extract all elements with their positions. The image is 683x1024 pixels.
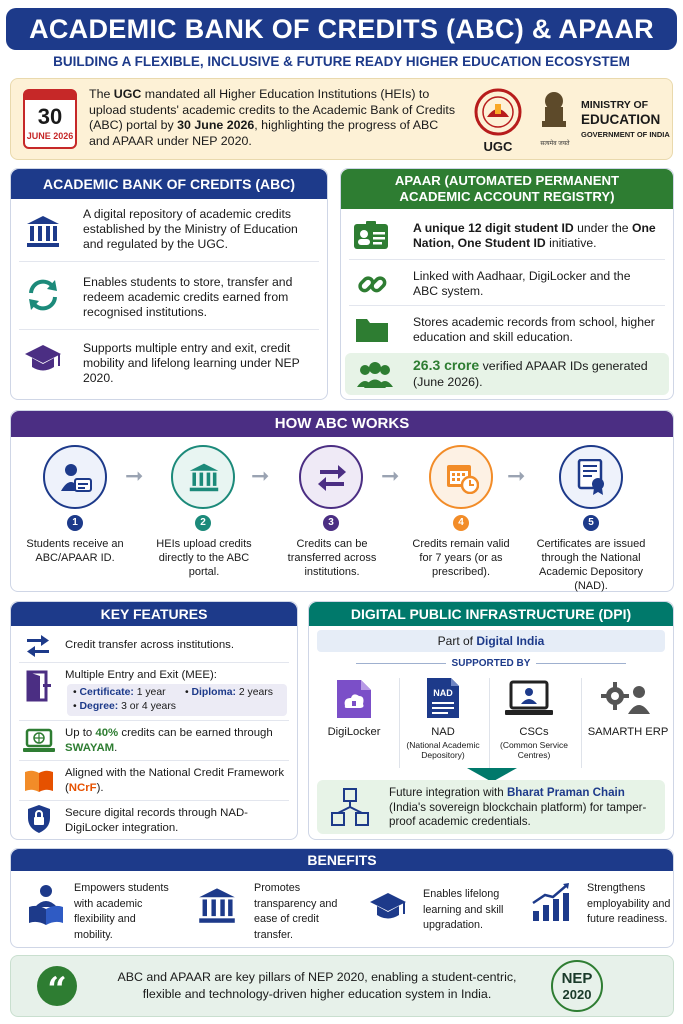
institution-icon bbox=[25, 213, 61, 249]
step-3-circle bbox=[299, 445, 363, 509]
arrow-right-icon: ➞ bbox=[381, 463, 400, 488]
open-book-icon bbox=[23, 768, 55, 794]
calendar-clock-icon bbox=[445, 460, 479, 494]
feature-1: Credit transfer across institutions. bbox=[65, 639, 235, 651]
step-5-text: Certificates are issued through the National Academic Depository (NAD). bbox=[536, 538, 646, 592]
step-1-number: 1 bbox=[67, 515, 83, 531]
benefit-1: Empowers students with academic flexibility and mobility. bbox=[74, 882, 169, 941]
dpi-partner-nad: NAD bbox=[431, 726, 455, 738]
folder-icon bbox=[355, 315, 389, 343]
apaar-item-2: Linked with Aadhaar, DigiLocker and the ABC system. bbox=[413, 269, 631, 298]
student-id-icon bbox=[59, 461, 93, 495]
feature-4: Aligned with the National Credit Framework (NCrF). bbox=[65, 767, 285, 794]
users-group-icon bbox=[355, 361, 395, 389]
how-abc-works-title: HOW ABC WORKS bbox=[11, 411, 673, 437]
dpi-partner-csc: CSCs bbox=[519, 726, 549, 738]
sync-icon bbox=[25, 277, 61, 313]
abc-item-1: A digital repository of academic credits established by the Ministry of Education and regulated by the UGC. bbox=[83, 207, 298, 251]
emblem-caption: सत्यमेव जयते bbox=[540, 141, 570, 147]
ministry-line-2: EDUCATION bbox=[581, 112, 661, 127]
step-2-number: 2 bbox=[195, 515, 211, 531]
student-reading-icon bbox=[27, 883, 65, 927]
step-5-number: 5 bbox=[583, 515, 599, 531]
apaar-stat-box bbox=[345, 353, 669, 395]
how-abc-works-panel bbox=[10, 410, 674, 592]
apaar-panel-title: APAAR (AUTOMATED PERMANENT ACADEMIC ACCOUNT REGISTRY) bbox=[341, 169, 673, 209]
id-card-icon bbox=[353, 221, 389, 251]
dpi-partner-csc-desc: (Common Service Centres) bbox=[499, 740, 569, 760]
future-integration-box bbox=[317, 780, 665, 834]
announcement-banner bbox=[10, 78, 673, 160]
calendar-month: JUNE 2026 bbox=[26, 131, 74, 141]
dpi-panel bbox=[308, 601, 674, 840]
supported-by-label: SUPPORTED BY bbox=[309, 658, 673, 669]
csc-computer-icon bbox=[505, 680, 553, 718]
footer-quote-box bbox=[10, 955, 674, 1017]
arrow-right-icon: ➞ bbox=[507, 463, 526, 488]
growth-chart-icon bbox=[529, 881, 573, 925]
dpi-part-of: Part of Digital India bbox=[317, 630, 665, 652]
mee-diploma: • Diploma: 2 years bbox=[185, 687, 273, 698]
shield-lock-icon bbox=[27, 804, 51, 834]
nad-icon-text: NAD bbox=[433, 688, 453, 698]
step-3-number: 3 bbox=[323, 515, 339, 531]
feature-2: Multiple Entry and Exit (MEE): bbox=[65, 669, 217, 681]
laptop-globe-icon bbox=[23, 728, 55, 754]
arrow-right-icon: ➞ bbox=[251, 463, 270, 488]
ministry-line-3: GOVERNMENT OF INDIA bbox=[581, 130, 670, 139]
dpi-partner-digilocker: DigiLocker bbox=[327, 726, 381, 738]
arrow-right-icon: ➞ bbox=[125, 463, 144, 488]
certificate-icon bbox=[577, 459, 607, 495]
benefit-3: Enables lifelong learning and skill upgradation. bbox=[423, 888, 504, 931]
benefits-title: BENEFITS bbox=[11, 849, 673, 871]
institution-icon bbox=[188, 461, 220, 493]
calendar-icon bbox=[23, 89, 77, 149]
mee-certificate: • Certificate: 1 year bbox=[73, 687, 166, 698]
abc-panel-title: ACADEMIC BANK OF CREDITS (ABC) bbox=[11, 169, 327, 199]
feature-5: Secure digital records through NAD-DigiLocker integration. bbox=[65, 807, 248, 834]
apaar-panel bbox=[340, 168, 674, 400]
future-integration-text: Future integration with Bharat Praman Chain (India's sovereign blockchain platform) for tamper-proof academic credentials. bbox=[389, 786, 647, 828]
apaar-stat-text: 26.3 crore verified APAAR IDs generated (June 2026). bbox=[413, 357, 648, 389]
calendar-day: 30 bbox=[37, 104, 63, 129]
abc-panel bbox=[10, 168, 328, 400]
digilocker-icon bbox=[333, 678, 375, 720]
benefit-2: Promotes transparency and ease of credit transfer. bbox=[254, 882, 338, 941]
benefits-panel bbox=[10, 848, 674, 948]
quote-icon: “ bbox=[37, 966, 77, 1006]
transfer-arrows-icon bbox=[25, 634, 51, 658]
national-emblem-icon bbox=[539, 89, 569, 133]
step-4-number: 4 bbox=[453, 515, 469, 531]
step-1-circle bbox=[43, 445, 107, 509]
step-4-text: Credits remain valid for 7 years (or as prescribed). bbox=[412, 538, 510, 578]
abc-item-2: Enables students to store, transfer and redeem academic credits earned from recognised institutions. bbox=[83, 275, 293, 319]
page-title: ACADEMIC BANK OF CREDITS (ABC) & APAAR bbox=[6, 8, 677, 50]
step-5-circle bbox=[559, 445, 623, 509]
graduation-cap-icon bbox=[23, 341, 63, 377]
step-2-circle bbox=[171, 445, 235, 509]
nad-document-icon bbox=[425, 676, 461, 720]
step-3-text: Credits can be transferred across institutions. bbox=[287, 538, 377, 578]
dpi-partner-samarth: SAMARTH ERP bbox=[587, 726, 669, 738]
institution-icon bbox=[197, 885, 237, 925]
benefit-4: Strengthens employability and future readiness. bbox=[587, 882, 671, 925]
door-exit-icon bbox=[25, 670, 53, 702]
dpi-title: DIGITAL PUBLIC INFRASTRUCTURE (DPI) bbox=[309, 602, 673, 626]
apaar-item-3: Stores academic records from school, higher education and skill education. bbox=[413, 315, 655, 344]
key-features-title: KEY FEATURES bbox=[11, 602, 297, 626]
announcement-text: The UGC mandated all Higher Education Institutions (HEIs) to upload students' academic credits to the Academic Bank of Credits (ABC) portal by 30 June 2026, highlighting the progress of ABC and APAAR under NEP 2020. bbox=[89, 87, 456, 148]
abc-item-3: Supports multiple entry and exit, credit mobility and lifelong learning under NEP 2020. bbox=[83, 341, 300, 385]
key-features-panel bbox=[10, 601, 298, 840]
ugc-label: UGC bbox=[483, 139, 513, 154]
mee-box bbox=[67, 684, 287, 716]
step-1-text: Students receive an ABC/APAAR ID. bbox=[26, 538, 124, 564]
transfer-arrows-icon bbox=[316, 462, 348, 494]
apaar-item-1: A unique 12 digit student ID under the One Nation, One Student ID initiative. bbox=[413, 221, 656, 250]
page-subtitle: BUILDING A FLEXIBLE, INCLUSIVE & FUTURE READY HIGHER EDUCATION ECOSYSTEM bbox=[53, 54, 630, 69]
step-2-text: HEIs upload credits directly to the ABC portal. bbox=[156, 538, 252, 578]
dpi-partner-nad-desc: (National Academic Depository) bbox=[406, 740, 480, 760]
nep-2020-badge: NEP 2020 bbox=[551, 960, 603, 1012]
gear-users-icon bbox=[601, 680, 653, 716]
link-icon bbox=[357, 269, 387, 299]
footer-text: ABC and APAAR are key pillars of NEP 2020, enabling a student-centric, flexible and technology-driven higher education system in India. bbox=[117, 970, 517, 1001]
mee-degree: • Degree: 3 or 4 years bbox=[73, 701, 176, 712]
blockchain-cubes-icon bbox=[329, 786, 371, 828]
feature-3: Up to 40% credits can be earned through SWAYAM. bbox=[65, 727, 273, 754]
ugc-logo-icon bbox=[473, 87, 523, 137]
graduation-cap-icon bbox=[365, 889, 411, 925]
step-4-circle bbox=[429, 445, 493, 509]
ministry-line-1: MINISTRY OF bbox=[581, 99, 649, 111]
